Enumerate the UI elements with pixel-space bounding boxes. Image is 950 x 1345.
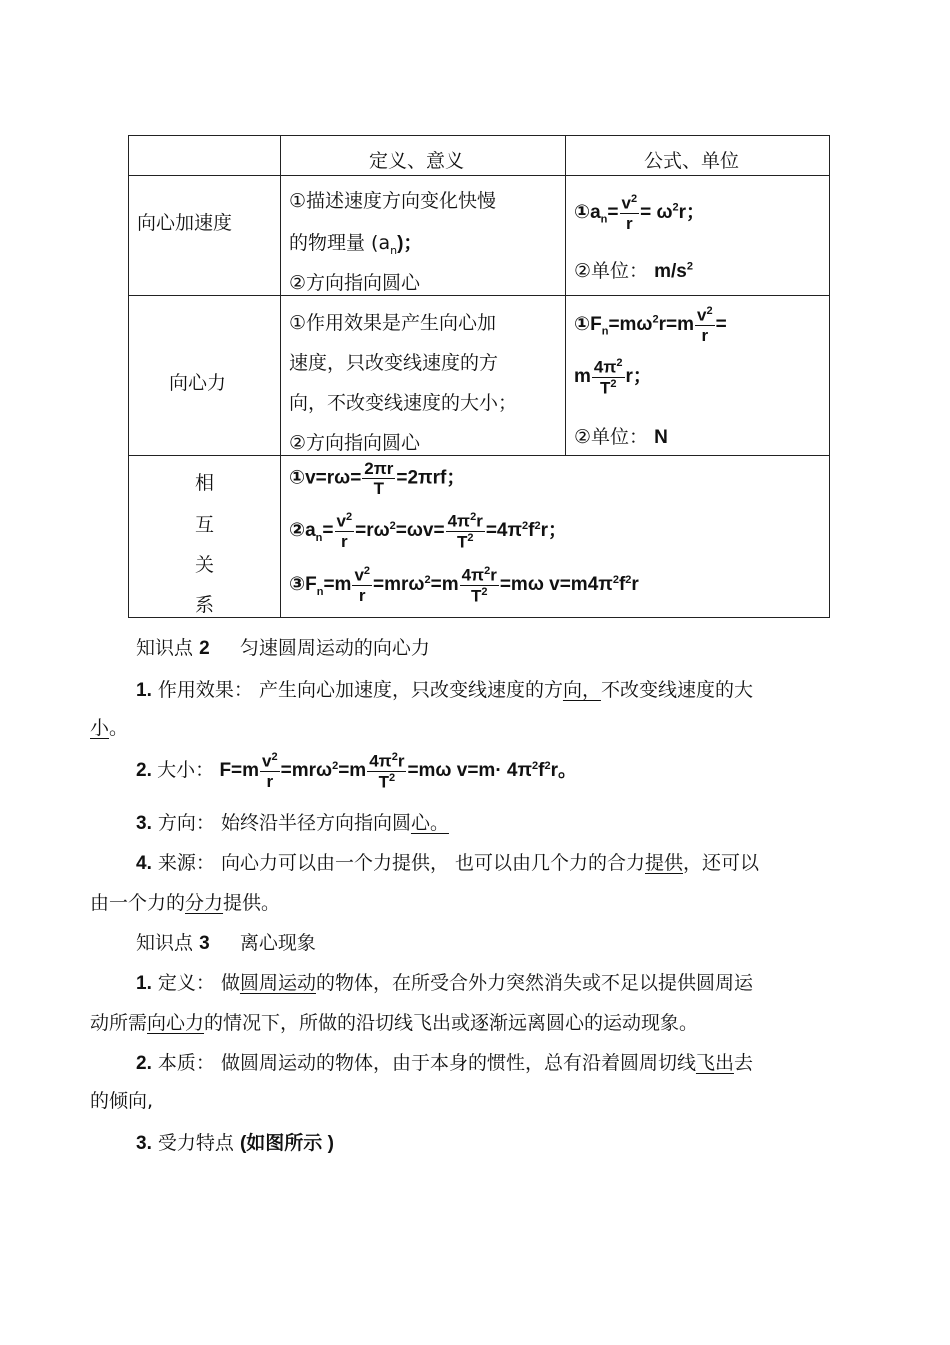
formula-line: $①a_n=$ $\frac{v^2}{r}$ = $\omega^2r$； xyxy=(574,193,706,233)
definition-line: 的物理量 $(a_n)$； xyxy=(289,232,423,257)
fraction: $\frac{v^2}{r}$ xyxy=(697,305,713,345)
row-name-char: 系 xyxy=(195,594,215,616)
section2-p1: 1. 作用效果： 产生向心加速度，只改变线速度的方向，不改变线速度的大 xyxy=(136,679,753,701)
header-definition: 定义、意义 xyxy=(369,150,465,172)
row-name: 向心加速度 xyxy=(137,212,233,234)
section2-p2: 2. 大小： F=m $\frac{v^2}{r}$ =mrω$^2$=m $\frac{4\pi^2r}{T^2}$ =mω $v=m\cdot 4\pi^2f^2r$。 xyxy=(136,751,578,792)
section2-p4: 4. 来源： 向心力可以由一个力提供， 也可以由几个力的合力提供，还可以 xyxy=(136,852,760,874)
definition-line: 速度，只改变线速度的方 xyxy=(289,352,499,374)
formula-unit-line: ②单位： N xyxy=(574,426,668,448)
fraction: $\frac{v^2}{r}$ xyxy=(336,511,353,551)
definition-cell xyxy=(281,296,566,456)
relation-cell xyxy=(281,456,830,618)
formula-line: $①F_n=m\omega^2r=m$ $\frac{v^2}{r}$ = xyxy=(574,305,727,345)
row-name-char: 互 xyxy=(195,514,215,536)
section2-title: 知识点 2 匀速圆周运动的向心力 xyxy=(136,637,430,659)
section3-p1-cont: 动所需向心力的情况下，所做的沿切线飞出或逐渐远离圆心的运动现象。 xyxy=(90,1012,699,1034)
section2-p4-cont: 由一个力的分力提供。 xyxy=(90,892,281,914)
definition-line: ②方向指向圆心 xyxy=(289,272,421,294)
fraction: $\frac{v^2}{r}$ xyxy=(354,565,371,605)
row-name-cell xyxy=(129,456,281,618)
definition-cell xyxy=(281,176,566,296)
knowledge-table xyxy=(128,135,830,618)
relation-line: ①v=rω= $\frac{2\pi r}{T}$ =2πrf； xyxy=(289,459,466,498)
table-row xyxy=(129,176,830,296)
section3-p1: 1. 定义： 做圆周运动的物体，在所受合外力突然消失或不足以提供圆周运 xyxy=(136,972,753,994)
table-row xyxy=(129,456,830,618)
fraction: $\frac{4\pi^2r}{T^2}$ xyxy=(369,751,405,792)
row-name-char: 关 xyxy=(195,554,215,576)
row-name-char: 相 xyxy=(195,472,215,494)
section2-p1-cont: 小。 xyxy=(90,717,129,739)
relation-line: $③F_n=m$ $\frac{v^2}{r}$ =mrω$^2$=m $\frac{4\pi^2r}{T^2}$ =mω $v=m4\pi^2f^2r$ xyxy=(289,565,639,606)
section3-p2-cont: 的倾向, xyxy=(90,1090,154,1112)
table-row xyxy=(129,296,830,456)
row-name-cell xyxy=(129,296,281,456)
fraction: $\frac{4\pi^2}{T^2}$ xyxy=(593,357,623,398)
section3-title: 知识点 3 离心现象 xyxy=(136,932,316,954)
row-name-cell xyxy=(129,176,281,296)
fraction: $\frac{4\pi^2r}{T^2}$ xyxy=(447,511,483,552)
definition-line: ②方向指向圆心 xyxy=(289,432,421,454)
formula-cell xyxy=(566,296,830,456)
relation-line: $②a_n=$ $\frac{v^2}{r}$ $=r\omega^2=\omega v=$ $\frac{4\pi^2r}{T^2}$ $=4\pi^2f^2r$； xyxy=(289,511,568,552)
header-cell-empty xyxy=(129,136,281,176)
fraction: $\frac{4\pi^2r}{T^2}$ xyxy=(461,565,497,606)
table-header-row xyxy=(129,136,830,176)
section3-p3: 3. 受力特点 (如图所示 ) xyxy=(136,1132,334,1154)
formula-line: m $\frac{4\pi^2}{T^2}$ r； xyxy=(574,357,652,398)
formula-unit-line: ②单位： $m/s^2$ xyxy=(574,260,693,282)
section3-p2: 2. 本质： 做圆周运动的物体，由于本身的惯性，总有沿着圆周切线飞出去 xyxy=(136,1052,753,1074)
row-name: 向心力 xyxy=(169,372,227,394)
header-cell-formula xyxy=(566,136,830,176)
fraction: $\frac{2\pi r}{T}$ xyxy=(364,459,394,498)
fraction: $\frac{v^2}{r}$ xyxy=(621,193,638,233)
definition-line: ①描述速度方向变化快慢 xyxy=(289,190,497,212)
definition-line: ①作用效果是产生向心加 xyxy=(289,312,497,334)
fraction: $\frac{v^2}{r}$ xyxy=(262,751,278,791)
section2-p3: 3. 方向： 始终沿半径方向指向圆心。 xyxy=(136,812,449,834)
formula-cell xyxy=(566,176,830,296)
header-formula: 公式、单位 xyxy=(644,150,740,172)
definition-line: 向，不改变线速度的大小； xyxy=(289,392,518,414)
header-cell-definition xyxy=(281,136,566,176)
